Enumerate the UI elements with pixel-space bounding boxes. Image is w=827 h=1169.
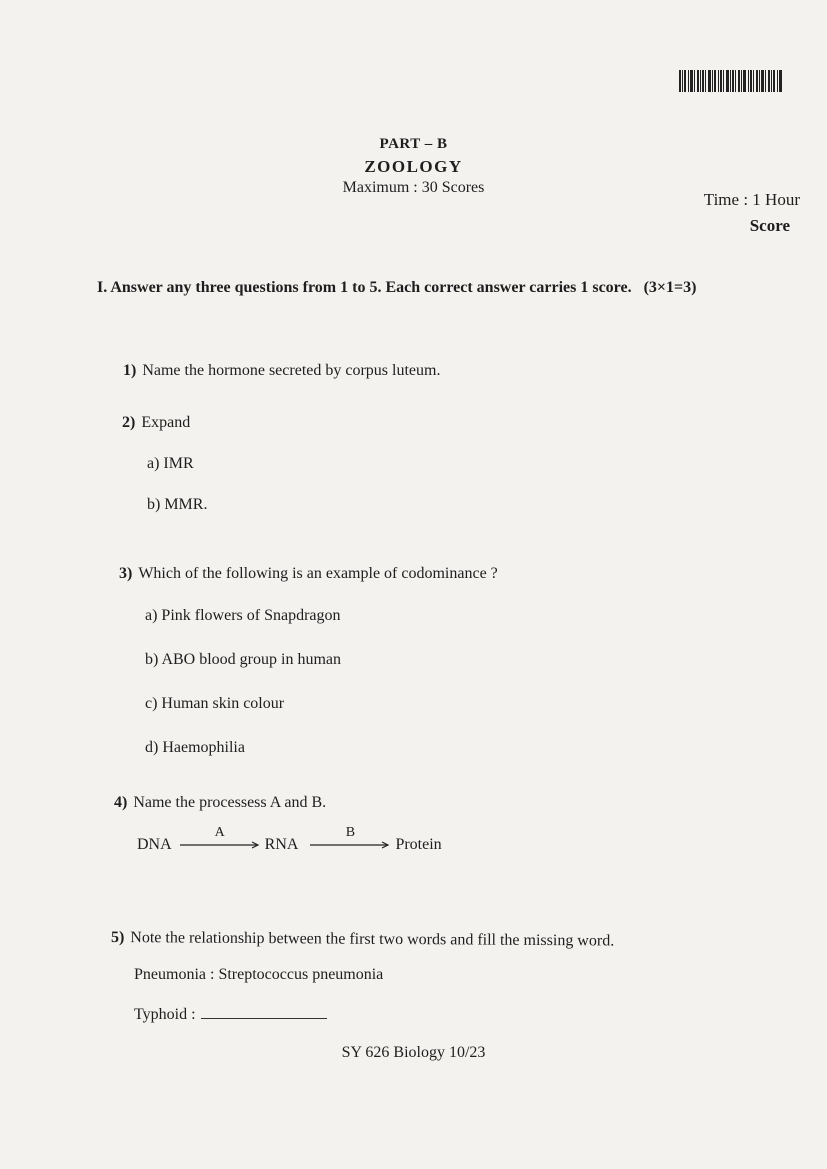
right-arrow-icon xyxy=(310,841,390,849)
option-q3-b: b) ABO blood group in human xyxy=(145,651,341,668)
option-q2-b: b) MMR. xyxy=(147,496,208,513)
max-score: Maximum : 30 Scores xyxy=(342,179,485,196)
question-text: Expand xyxy=(141,414,191,431)
option-q3-a: a) Pink flowers of Snapdragon xyxy=(145,607,341,624)
question-4 xyxy=(114,794,326,812)
flow-rna: RNA xyxy=(264,836,299,853)
question-text: Name the processess A and B. xyxy=(133,794,327,811)
flow-protein: Protein xyxy=(395,836,442,853)
answer-blank-line xyxy=(201,1004,327,1019)
option-q3-d: d) Haemophilia xyxy=(145,739,245,756)
subject-heading: ZOOLOGY xyxy=(364,157,463,176)
central-dogma-flow xyxy=(137,826,442,854)
arrow-process-a xyxy=(180,826,260,849)
question-number: 5) xyxy=(110,929,125,947)
question-number: 1) xyxy=(123,362,137,379)
question-number: 2) xyxy=(122,414,136,431)
flow-dna: DNA xyxy=(137,836,172,853)
option-q3-c: c) Human skin colour xyxy=(145,695,285,712)
paper-code: SY 626 Biology 10/23 xyxy=(341,1044,486,1061)
analogy-blank xyxy=(134,1004,327,1024)
process-a-label: A xyxy=(214,825,225,840)
question-text: Which of the following is an example of codominance ? xyxy=(138,565,498,582)
part-heading: PART – B xyxy=(379,136,448,152)
time-allowed: Time : 1 Hour xyxy=(703,190,800,209)
section-marks: (3×1=3) xyxy=(643,279,697,296)
barcode xyxy=(679,70,796,92)
question-text: Name the hormone secreted by corpus luteum. xyxy=(142,362,441,379)
score-column-label: Score xyxy=(749,216,790,235)
process-b-label: B xyxy=(345,825,356,840)
blank-label: Typhoid : xyxy=(134,1006,196,1023)
question-number: 4) xyxy=(114,794,128,811)
question-1 xyxy=(123,362,440,380)
section-instruction xyxy=(97,279,696,297)
question-2 xyxy=(122,414,190,432)
arrow-process-b xyxy=(310,826,390,849)
question-5 xyxy=(111,929,614,951)
instruction-text: I. Answer any three questions from 1 to 5. Each correct answer carries 1 score. xyxy=(97,279,632,296)
right-arrow-icon xyxy=(180,841,260,849)
analogy-pair: Pneumonia : Streptococcus pneumonia xyxy=(134,966,384,983)
option-q2-a: a) IMR xyxy=(147,455,194,472)
question-number: 3) xyxy=(119,565,133,582)
question-3 xyxy=(119,565,498,583)
question-text: Note the relationship between the first two words and fill the missing word. xyxy=(130,929,615,950)
